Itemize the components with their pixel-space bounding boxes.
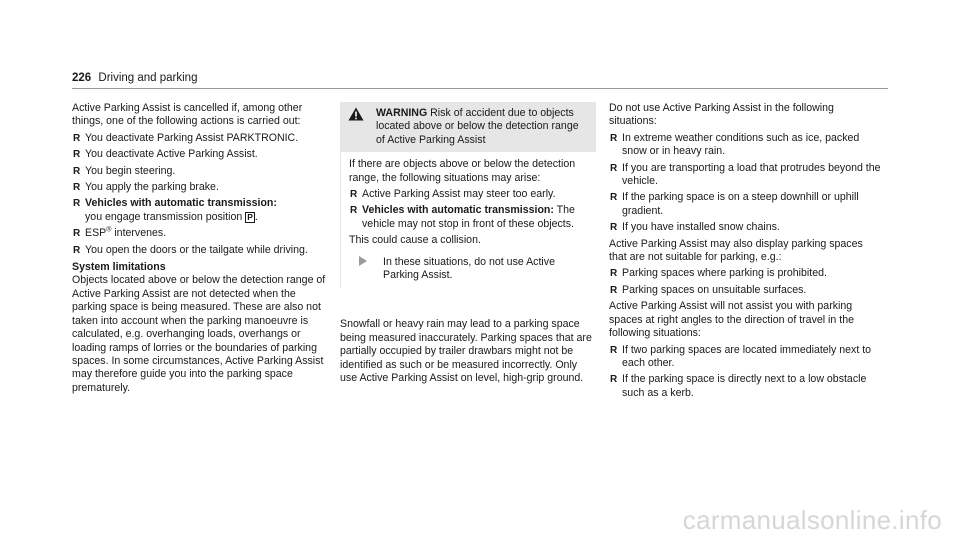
warning-body (340, 152, 596, 288)
column-right (609, 102, 881, 403)
list-item: R If you have installed snow chains. (610, 221, 780, 234)
header-divider (72, 88, 888, 89)
section-title: Driving and parking (98, 72, 198, 84)
column-middle (340, 102, 596, 386)
list-item: R In extreme weather conditions such as ice, packed snow or in heavy rain. (610, 131, 860, 158)
list-item: R Vehicles with automatic transmission: The vehicle may not stop in front of these objects. (350, 204, 575, 230)
transmission-position-p: P (247, 211, 253, 222)
play-arrow-icon (349, 256, 383, 283)
snowfall-text: Snowfall or heavy rain may lead to a parking space being measured inaccurately. Parking spaces that are partially occupied by trailer drawbars might not be identified as such or be measured incorrectly. Only use Active Parking Assist on level, high-grip ground. (340, 318, 592, 385)
cancel-list (72, 132, 328, 257)
warning-intro: If there are objects above or below the detection range, the following situations may arise: (349, 158, 576, 184)
warning-header (340, 102, 596, 152)
list-item: R Vehicles with automatic transmission: you engage transmission position P . (73, 197, 277, 223)
cancel-intro: Active Parking Assist is cancelled if, among other things, one of the following actions is carried out: (72, 102, 303, 128)
note-row (349, 256, 590, 283)
list-item: R If the parking space is directly next to a low obstacle such as a kerb. (610, 373, 867, 399)
list-item: R You open the doors or the tailgate while driving. (73, 243, 308, 256)
do-not-use-list (609, 132, 881, 235)
page-header (72, 72, 197, 85)
watermark: carmanualsonline.info (682, 504, 942, 535)
warning-heading: Risk of accident due to objects located above or below the detection range of Active Parking Assist (376, 107, 579, 146)
do-not-use-intro: Do not use Active Parking Assist in the following situations: (609, 102, 834, 128)
list-item: R Active Parking Assist may steer too early. (350, 188, 556, 201)
column-left (72, 102, 328, 395)
list-item: R ESP® intervenes. (73, 226, 167, 240)
right-angle-text: Active Parking Assist will not assist you with parking spaces at right angles to the direction of travel in the following situations: (609, 300, 854, 340)
display-spaces-text: Active Parking Assist may also display parking spaces that are not suitable for parking, e.g.: (609, 237, 863, 264)
warning-label: WARNING (376, 107, 428, 119)
list-item: R Parking spaces on unsuitable surfaces. (610, 283, 807, 296)
display-spaces-list (609, 267, 881, 297)
warning-outro: This could cause a collision. (349, 234, 481, 247)
warning-triangle-icon (348, 107, 376, 147)
list-item: R You deactivate Active Parking Assist. (73, 148, 258, 161)
warning-box (340, 102, 596, 288)
list-item: R You begin steering. (73, 164, 176, 177)
list-item: R You deactivate Parking Assist PARKTRONIC. (73, 131, 299, 144)
system-limitations-title: System limitations (72, 261, 166, 274)
list-item: R You apply the parking brake. (73, 181, 219, 194)
warning-list (349, 188, 590, 231)
page-number: 226 (72, 72, 92, 84)
list-item: R If the parking space is on a steep downhill or uphill gradient. (610, 191, 859, 217)
list-item: R Parking spaces where parking is prohibited. (610, 267, 827, 280)
note-text: In these situations, do not use Active Parking Assist. (383, 255, 555, 282)
list-item: R If you are transporting a load that protrudes beyond the vehicle. (610, 161, 881, 188)
system-limitations-text: Objects located above or below the detection range of Active Parking Assist are not detected when the parking space is being measured. These are also not taken into account when the parking manoeuvre is calculated, e.g. overhanging loads, overhangs or loading ramps of lorries or the boundaries of parking spaces. In some circumstances, Active Parking Assist may therefore guide you into the parking space prematurely. (72, 274, 326, 394)
list-item: R If two parking spaces are located immediately next to each other. (610, 343, 872, 369)
right-angle-list (609, 344, 881, 401)
